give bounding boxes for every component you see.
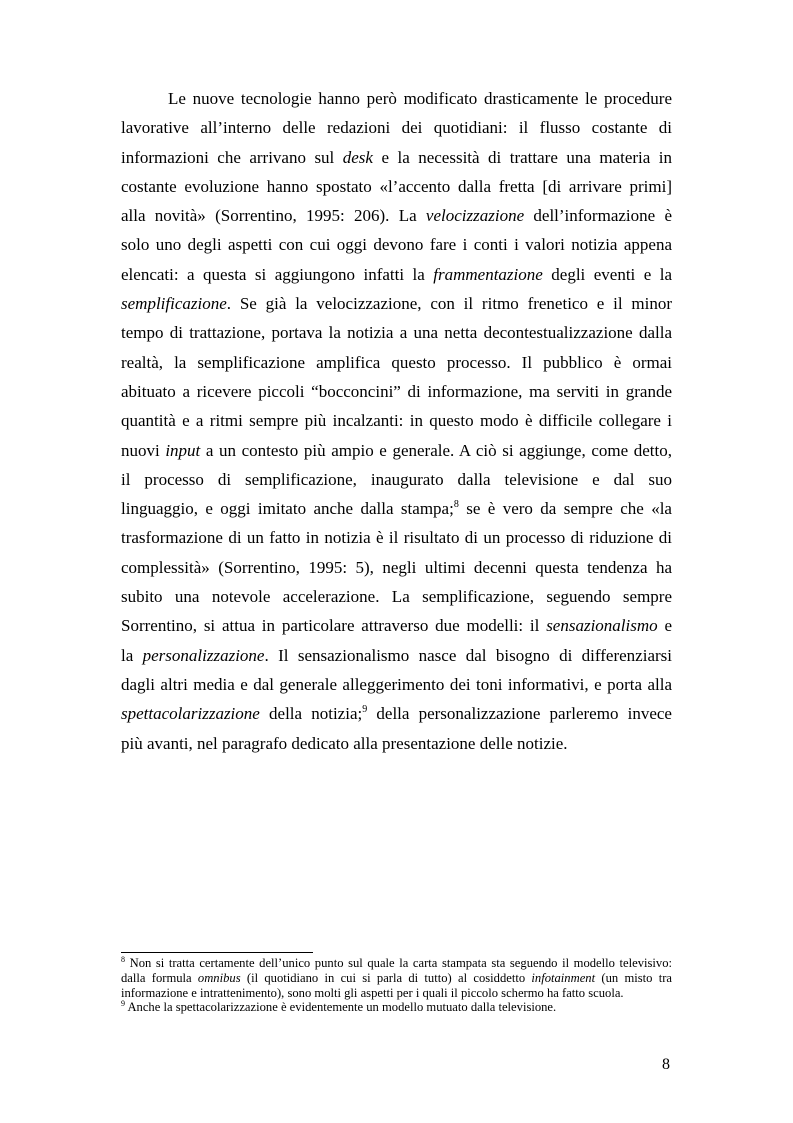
paragraph-line [121,318,672,347]
text-segment: alla novità» (Sorrentino, 1995: 206). La [121,206,426,226]
text-segment: dell’informazione è [524,206,672,226]
text-segment: quantità e a ritmi sempre più incalzanti: in questo modo è difficile collegare i [121,411,672,431]
text-segment: subito una notevole accelerazione. La semplificazione, seguendo sempre [121,587,672,607]
text-segment: linguaggio, e oggi imitato anche dalla stampa; [121,499,454,519]
text-segment: se è vero da sempre che «la [458,499,672,519]
text-segment: complessità» (Sorrentino, 1995: 5), negli ultimi decenni questa tendenza ha [121,557,672,577]
paragraph-line [121,523,672,552]
paragraph-line [121,406,672,435]
paragraph-line [121,260,672,289]
footnote-9 [121,1000,672,1015]
paragraph-line [121,230,672,259]
paragraph-line [121,582,672,611]
text-segment: il processo di semplificazione, inaugurato dalla televisione e dal suo [121,469,672,489]
paragraph-line [121,172,672,201]
paragraph-line [121,699,672,728]
page-number: 8 [662,1056,670,1073]
italic-term: sensazionalismo [546,616,658,636]
footnote-number: 9 [121,999,125,1009]
paragraph-line [121,553,672,582]
italic-term: semplificazione [121,294,227,314]
italic-term: input [165,440,201,460]
paragraph-line [121,289,672,318]
text-segment: dagli altri media e dal generale alleggerimento dei toni informativi, e porta alla [121,674,672,694]
italic-term: infotainment [531,970,596,985]
italic-term: desk [342,147,373,167]
text-segment: a un contesto più ampio e generale. A ciò si aggiunge, come detto, [200,440,672,460]
footnote-reference: 9 [362,704,368,716]
text-segment: abituato a ricevere piccoli “bocconcini” di informazione, ma serviti in grande [121,381,672,401]
text-segment: (un misto tra informazione e intrattenimento), sono molti gli aspetti per i quali il piccolo schermo ha fatto scuola. [121,970,672,1000]
paragraph-line [121,348,672,377]
paragraph-line [121,436,672,465]
text-segment: . Se già la velocizzazione, con il ritmo frenetico e il minor [226,294,672,314]
text-segment: lavorative all’interno delle redazioni dei quotidiani: il flusso costante di [121,118,672,138]
paragraph-line [121,670,672,699]
text-segment: solo uno degli aspetti con cui oggi devono fare i conti i valori notizia appena [121,235,672,255]
paragraph-line [121,494,672,523]
italic-term: personalizzazione [142,645,265,665]
text-segment: tempo di trattazione, portava la notizia a una netta decontestualizzazione dalla [121,323,672,343]
text-segment: realtà, la semplificazione amplifica questo processo. Il pubblico è ormai [121,352,672,372]
text-segment: della notizia; [259,704,363,724]
footnote-number: 8 [121,955,125,964]
paragraph-line [121,84,672,113]
text-segment: elencati: a questa si aggiungono infatti la [121,264,434,284]
paragraph-line [121,611,672,640]
text-segment: informazioni che arrivano sul [121,147,343,167]
text-segment: Le nuove tecnologie hanno però modificato drasticamente le procedure [168,89,672,108]
text-segment: Non si tratta certamente dell’unico punto sul quale la carta stampata sta seguendo il modello televisivo: dalla formula [121,956,672,985]
paragraph-line [121,201,672,230]
text-segment: costante evoluzione hanno spostato «l’accento dalla fretta [di arrivare primi] [121,176,672,196]
text-segment: degli eventi e la [542,264,673,284]
italic-term: omnibus [197,970,241,985]
paragraph-line [121,729,672,758]
footnote-separator [121,952,313,953]
main-paragraph [121,84,672,758]
text-segment: della personalizzazione parleremo invece [367,704,672,724]
text-segment: trasformazione di un fatto in notizia è il risultato di un processo di riduzione di [121,528,672,548]
paragraph-line [121,143,672,172]
text-segment: . Il sensazionalismo nasce dal bisogno di differenziarsi [264,645,672,665]
text-segment: Anche la spettacolarizzazione è evidentemente un modello mutuato dalla televisione. [125,1000,557,1015]
footnote-reference: 8 [453,499,459,511]
text-segment: e la necessità di trattare una materia in [372,147,673,167]
text-segment: la [121,645,143,665]
text-segment: (il quotidiano in cui si parla di tutto) al cosiddetto [240,970,532,985]
text-segment: Sorrentino, si attua in particolare attraverso due modelli: il [121,616,547,636]
italic-term: velocizzazione [425,206,525,226]
italic-term: frammentazione [433,264,543,284]
text-segment: e [657,616,673,636]
paragraph-line [121,377,672,406]
text-segment: nuovi [121,440,166,460]
paragraph-line [121,641,672,670]
text-segment: più avanti, nel paragrafo dedicato alla presentazione delle notizie. [121,733,568,753]
paragraph-line [121,113,672,142]
paragraph-line [121,465,672,494]
italic-term: spettacolarizzazione [121,704,260,724]
footnote-8 [121,956,672,1000]
footnotes [121,956,672,1015]
